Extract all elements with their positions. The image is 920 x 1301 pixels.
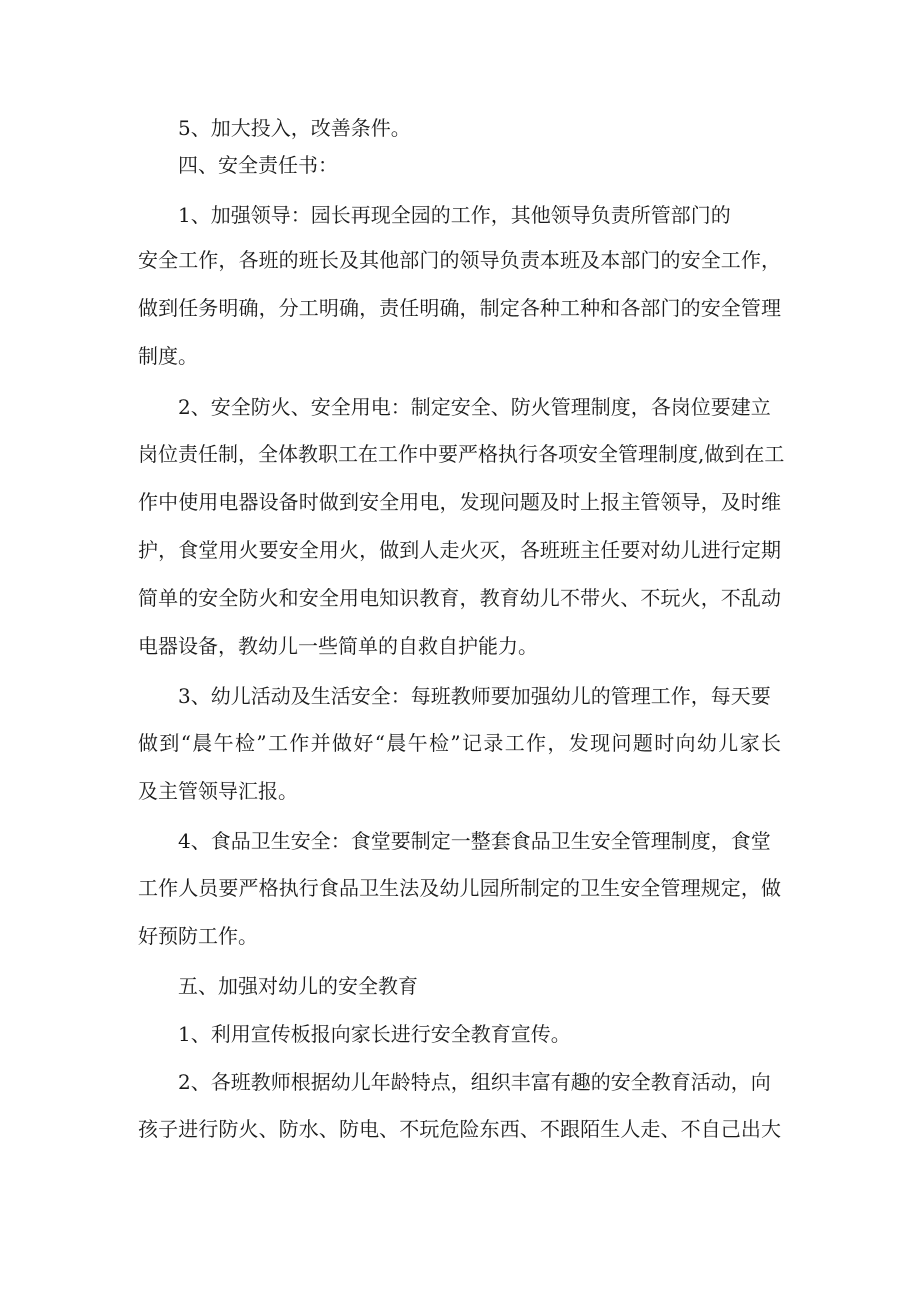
text-line: 孩子进行防火、防水、防电、不玩危险东西、不跟陌生人走、不自己出大 bbox=[138, 1117, 781, 1141]
text-line: 1、加强领导：园长再现全园的工作，其他领导负责所管部门的 bbox=[178, 203, 731, 227]
text-line: 3、幼儿活动及生活安全：每班教师要加强幼儿的管理工作，每天要 bbox=[178, 684, 771, 708]
text-line: 5、加大投入，改善条件。 bbox=[178, 116, 411, 140]
text-line: 做到任务明确，分工明确，责任明确，制定各种工种和各部门的安全管理 bbox=[138, 296, 781, 320]
text-line: 做到“晨午检”工作并做好“晨午检”记录工作，发现问题时向幼儿家长 bbox=[138, 731, 781, 755]
text-line: 护，食堂用火要安全用火，做到人走火灭，各班班主任要对幼儿进行定期 bbox=[138, 538, 781, 562]
text-line: 安全工作，各班的班长及其他部门的领导负责本班及本部门的安全工作， bbox=[138, 248, 781, 272]
text-line: 岗位责任制，全体教职工在工作中要严格执行各项安全管理制度,做到在工 bbox=[138, 442, 785, 466]
text-line: 好预防工作。 bbox=[138, 924, 258, 948]
text-line: 2、安全防火、安全用电：制定安全、防火管理制度，各岗位要建立 bbox=[178, 395, 771, 419]
text-line: 2、各班教师根据幼儿年龄特点，组织丰富有趣的安全教育活动，向 bbox=[178, 1070, 771, 1094]
text-line: 4、食品卫生安全：食堂要制定一整套食品卫生安全管理制度，食堂 bbox=[178, 829, 771, 853]
text-line: 工作人员要严格执行食品卫生法及幼儿园所制定的卫生安全管理规定，做 bbox=[138, 876, 781, 900]
text-line: 简单的安全防火和安全用电知识教育，教育幼儿不带火、不玩火，不乱动 bbox=[138, 586, 781, 610]
section-heading: 四、安全责任书： bbox=[178, 153, 338, 177]
text-line: 作中使用电器设备时做到安全用电，发现问题及时上报主管领导，及时维 bbox=[138, 490, 781, 514]
text-line: 电器设备，教幼儿一些简单的自救自护能力。 bbox=[138, 634, 538, 658]
text-line: 1、利用宣传板报向家长进行安全教育宣传。 bbox=[178, 1022, 571, 1046]
text-line: 及主管领导汇报。 bbox=[138, 779, 298, 803]
text-line: 制度。 bbox=[138, 344, 198, 368]
section-heading: 五、加强对幼儿的安全教育 bbox=[178, 974, 418, 998]
